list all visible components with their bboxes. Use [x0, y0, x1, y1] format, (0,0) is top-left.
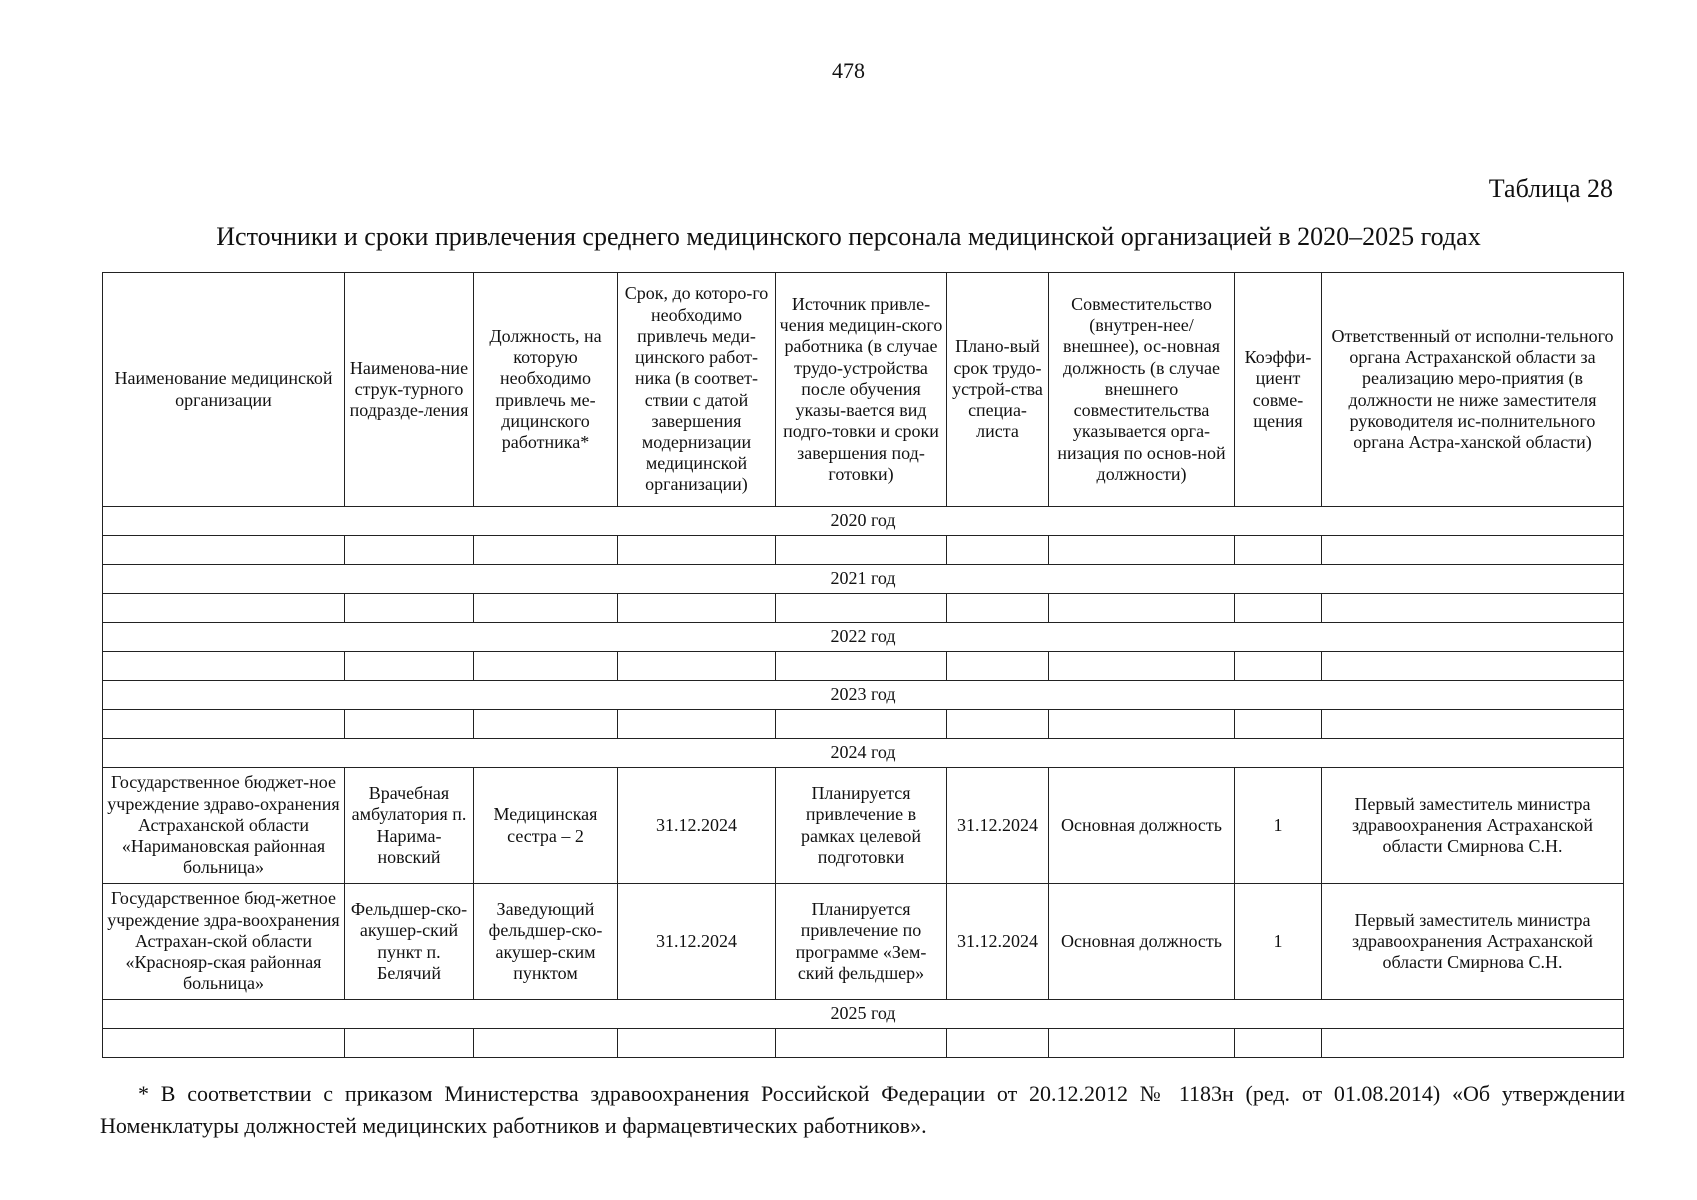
- page-number: 478: [832, 58, 865, 83]
- header-deadline: Срок, до которо-го необходимо привлечь меди-цинского работ-ника (в соответ-ствии с датой завершения модернизации медицинской организации): [618, 273, 776, 507]
- header-division: Наименова-ние струк-турного подразде-ления: [345, 273, 474, 507]
- year-row-2025: [103, 1000, 1624, 1029]
- header-org-name: Наименование медицинской организации: [103, 273, 345, 507]
- empty-row: [103, 652, 1624, 681]
- year-label: 2025 год: [103, 1000, 1624, 1029]
- cell-coefficient: 1: [1235, 884, 1322, 1000]
- header-position: Должность, на которую необходимо привлечь ме-дицинского работника*: [474, 273, 618, 507]
- cell-source: Планируется привлечение в рамках целевой подготовки: [776, 768, 947, 884]
- cell-org-name: Государственное бюджет-ное учреждение здраво-охранения Астраханской области «Наримановская районная больница»: [103, 768, 345, 884]
- header-coefficient: Коэффи-циент совме-щения: [1235, 273, 1322, 507]
- cell-deadline: 31.12.2024: [618, 768, 776, 884]
- table-label: Таблица 28: [1488, 174, 1613, 203]
- cell-position: Медицинская сестра – 2: [474, 768, 618, 884]
- cell-position: Заведующий фельдшер-ско-акушер-ским пунктом: [474, 884, 618, 1000]
- cell-source: Планируется привлечение по программе «Зем-ский фельдшер»: [776, 884, 947, 1000]
- cell-combination: Основная должность: [1049, 884, 1235, 1000]
- cell-deadline: 31.12.2024: [618, 884, 776, 1000]
- year-row-2024: [103, 739, 1624, 768]
- year-label: 2024 год: [103, 739, 1624, 768]
- year-row-2022: [103, 623, 1624, 652]
- cell-combination: Основная должность: [1049, 768, 1235, 884]
- table-header-row: [103, 273, 1624, 507]
- cell-responsible: Первый заместитель министра здравоохранения Астраханской области Смирнова С.Н.: [1322, 884, 1624, 1000]
- year-label: 2023 год: [103, 681, 1624, 710]
- year-label: 2020 год: [103, 507, 1624, 536]
- year-label: 2021 год: [103, 565, 1624, 594]
- cell-employment-date: 31.12.2024: [947, 884, 1049, 1000]
- header-responsible: Ответственный от исполни-тельного органа Астраханской области за реализацию меро-приятия (в должности не ниже заместителя руководителя ис-полнительного органа Астра-ханской области): [1322, 273, 1624, 507]
- year-row-2021: [103, 565, 1624, 594]
- header-employment-date: Плано-вый срок трудо-устрой-ства специа-листа: [947, 273, 1049, 507]
- year-row-2023: [103, 681, 1624, 710]
- header-source: Источник привле-чения медицин-ского работника (в случае трудо-устройства после обучения указы-вается вид подго-товки и сроки завершения под-готовки): [776, 273, 947, 507]
- table-row: [103, 884, 1624, 1000]
- empty-row: [103, 710, 1624, 739]
- cell-division: Врачебная амбулатория п. Нарима-новский: [345, 768, 474, 884]
- cell-org-name: Государственное бюд-жетное учреждение здра-воохранения Астрахан-ской области «Краснояр-ская районная больница»: [103, 884, 345, 1000]
- footnote: * В соответствии с приказом Министерства здравоохранения Российской Федерации от 20.12.2012 № 1183н (ред. от 01.08.2014) «Об утверждении Номенклатуры должностей медицинских работников и фармацевтических работников».: [100, 1081, 1625, 1138]
- empty-row: [103, 536, 1624, 565]
- staffing-table: [102, 272, 1624, 1058]
- cell-employment-date: 31.12.2024: [947, 768, 1049, 884]
- year-label: 2022 год: [103, 623, 1624, 652]
- cell-division: Фельдшер-ско-акушер-ский пункт п. Белячий: [345, 884, 474, 1000]
- cell-responsible: Первый заместитель министра здравоохранения Астраханской области Смирнова С.Н.: [1322, 768, 1624, 884]
- table-title: Источники и сроки привлечения среднего медицинского персонала медицинской организацией в 2020–2025 годах: [216, 222, 1481, 251]
- empty-row: [103, 1029, 1624, 1058]
- empty-row: [103, 594, 1624, 623]
- cell-coefficient: 1: [1235, 768, 1322, 884]
- table-row: [103, 768, 1624, 884]
- header-combination: Совместительство (внутрен-нее/внешнее), ос-новная должность (в случае внешнего совместительства указывается орга-низация по основ-ной должности): [1049, 273, 1235, 507]
- year-row-2020: [103, 507, 1624, 536]
